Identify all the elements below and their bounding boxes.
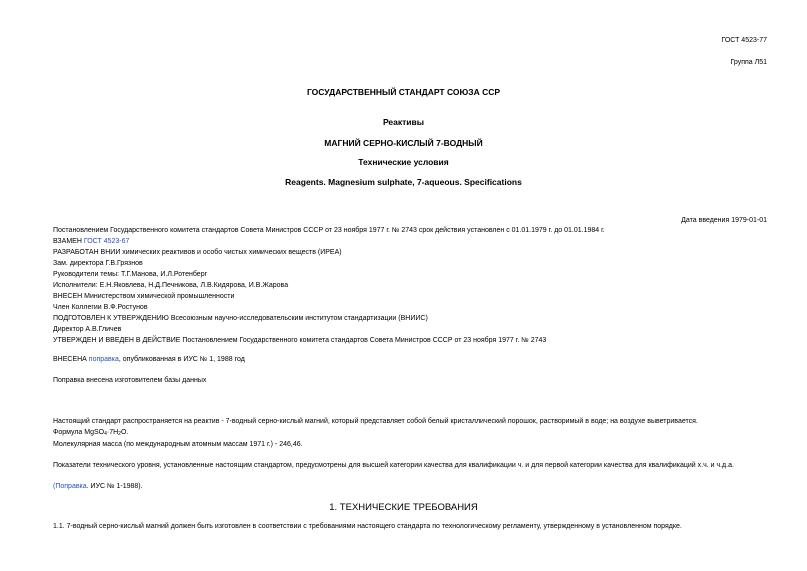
board-text: Член Коллегии В.Ф.Ростунов (53, 304, 148, 311)
tech-conditions-title: Технические условия (358, 157, 449, 167)
english-title: Reagents. Magnesium sulphate, 7-aqueous. Specifications (285, 177, 522, 187)
quality-amendment-suffix: . ИУС № 1-1988). (86, 483, 143, 490)
quality-amendment-link[interactable]: (Поправка (53, 483, 87, 490)
amendment-note: Поправка внесена изготовителем базы данных (53, 377, 207, 384)
performers-text: Исполнители: Е.Н.Яковлева, Н.Д.Печникова, Л.В.Кидярова, И.В.Жарова (53, 282, 289, 289)
replaced-line (53, 238, 129, 246)
section-1-paragraph-1: 1.1. 7-водный серно-кислый магний должен быть изготовлен в соответствии с требованиями настоящего стандарта по технологическому регламенту, утвержденному в установленном порядке. (53, 523, 682, 530)
formula-suffix: O. (120, 429, 129, 436)
molecular-mass-text: Молекулярная масса (по международным атомным массам 1971 г.) - 246,46. (53, 441, 303, 448)
approved-text: УТВЕРЖДЕН И ВВЕДЕН В ДЕЙСТВИЕ Постановлением Государственного комитета стандартов Совета Министров СССР от 23 ноября 1977 г. № 2743 (53, 337, 547, 344)
intro-date: Дата введения 1979-01-01 (681, 217, 767, 224)
director-text: Директор А.В.Гличев (53, 326, 122, 333)
replaced-prefix: ВЗАМЕН (53, 238, 84, 245)
resolution-text: Постановлением Государственного комитета стандартов Совета Министров СССР от 23 ноября 1977 г. № 2743 срок действия установлен с 01.01.1979 г. до 01.01.1984 г. (53, 227, 605, 234)
leaders-text: Руководители темы: Т.Г.Манова, И.Л.Ротенберг (53, 271, 208, 278)
prepared-text: ПОДГОТОВЛЕН К УТВЕРЖДЕНИЮ Всесоюзным научно-исследовательским институтом стандартизации (ВНИИС) (53, 315, 428, 322)
quality-amendment-line (53, 483, 143, 491)
amendment-prefix: ВНЕСЕНА (53, 356, 89, 363)
amendment-link[interactable]: поправка (88, 356, 119, 363)
formula-prefix: Формула MgSO (53, 429, 105, 436)
deputy-text: Зам. директора Г.В.Грязнов (53, 260, 143, 267)
amendment-line (53, 356, 245, 364)
replaced-standard-link[interactable]: ГОСТ 4523-67 (83, 238, 130, 245)
section-1-title: 1. ТЕХНИЧЕСКИЕ ТРЕБОВАНИЯ (329, 502, 478, 513)
standard-title: ГОСУДАРСТВЕННЫЙ СТАНДАРТ СОЮЗА ССР (306, 87, 501, 97)
doc-code: ГОСТ 4523-77 (721, 37, 767, 44)
scope-text: Настоящий стандарт распространяется на реактив - 7-водный серно-кислый магний, который представляет собой белый кристаллический порошок, растворимый в воде; на воздухе выветривается. (53, 418, 698, 425)
formula-sub-2: 2 (118, 431, 121, 437)
developed-text: РАЗРАБОТАН ВНИИ химических реактивов и особо чистых химических веществ (ИРЕА) (53, 249, 342, 256)
group-code: Группа Л51 (730, 59, 767, 66)
product-title: МАГНИЙ СЕРНО-КИСЛЫЙ 7-ВОДНЫЙ (324, 138, 483, 148)
formula-mid: ·7H (106, 429, 119, 436)
introduced-text: ВНЕСЕН Министерством химической промышленности (53, 293, 235, 300)
formula-sub-1: 4 (104, 431, 107, 437)
reagents-title: Реактивы (382, 117, 425, 127)
quality-text: Показатели технического уровня, установленные настоящим стандартом, предусмотрены для высшей категории качества для квалификации ч. и для первой категории качества для квалификаций х.ч. и ч.д.а. (53, 462, 734, 469)
formula-line (53, 429, 128, 437)
amendment-suffix: , опубликованная в ИУС № 1, 1988 год (118, 356, 245, 363)
